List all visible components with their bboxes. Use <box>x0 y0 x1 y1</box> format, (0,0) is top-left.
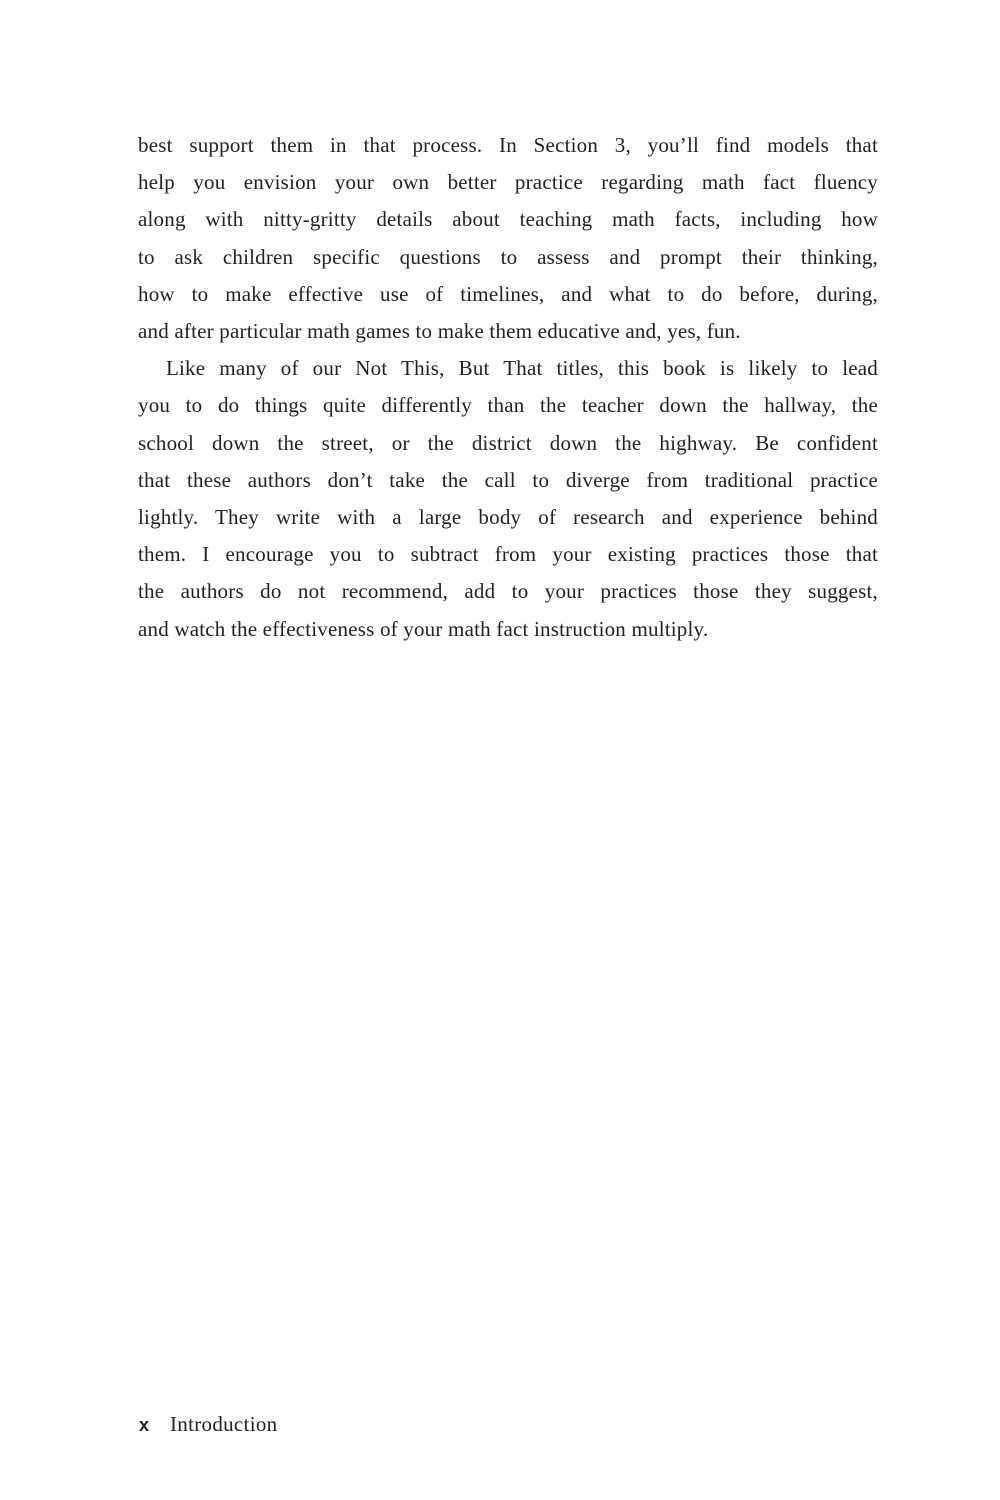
paragraph <box>138 127 878 350</box>
text-line: and after particular math games to make them educative and, yes, fun. <box>138 319 741 344</box>
text-line: help you envision your own better practice regarding math fact fluency <box>138 170 878 195</box>
text-line: that these authors don’t take the call to diverge from traditional practice <box>138 467 878 492</box>
text-line: them. I encourage you to subtract from your existing practices those that <box>138 542 878 567</box>
running-head: Introduction <box>170 1412 278 1436</box>
text-line: to ask children specific questions to assess and prompt their thinking, <box>138 244 878 269</box>
body-text <box>138 127 878 648</box>
text-line: school down the street, or the district down the highway. Be confident <box>138 430 878 455</box>
page-footer <box>139 1412 277 1437</box>
text-line: and watch the effectiveness of your math fact instruction multiply. <box>138 616 709 641</box>
text-line: lightly. They write with a large body of research and experience behind <box>138 505 878 530</box>
text-line: you to do things quite differently than the teacher down the hallway, the <box>138 393 878 418</box>
paragraph <box>138 350 878 648</box>
text-line: the authors do not recommend, add to your practices those they suggest, <box>138 579 878 604</box>
page-number: x <box>139 1415 150 1435</box>
text-line: how to make effective use of timelines, and what to do before, during, <box>138 281 878 306</box>
text-line: best support them in that process. In Section 3, you’ll find models that <box>138 133 878 157</box>
text-line: Like many of our Not This, But That titles, this book is likely to lead <box>166 356 878 381</box>
text-line: along with nitty-gritty details about teaching math facts, including how <box>138 207 878 232</box>
